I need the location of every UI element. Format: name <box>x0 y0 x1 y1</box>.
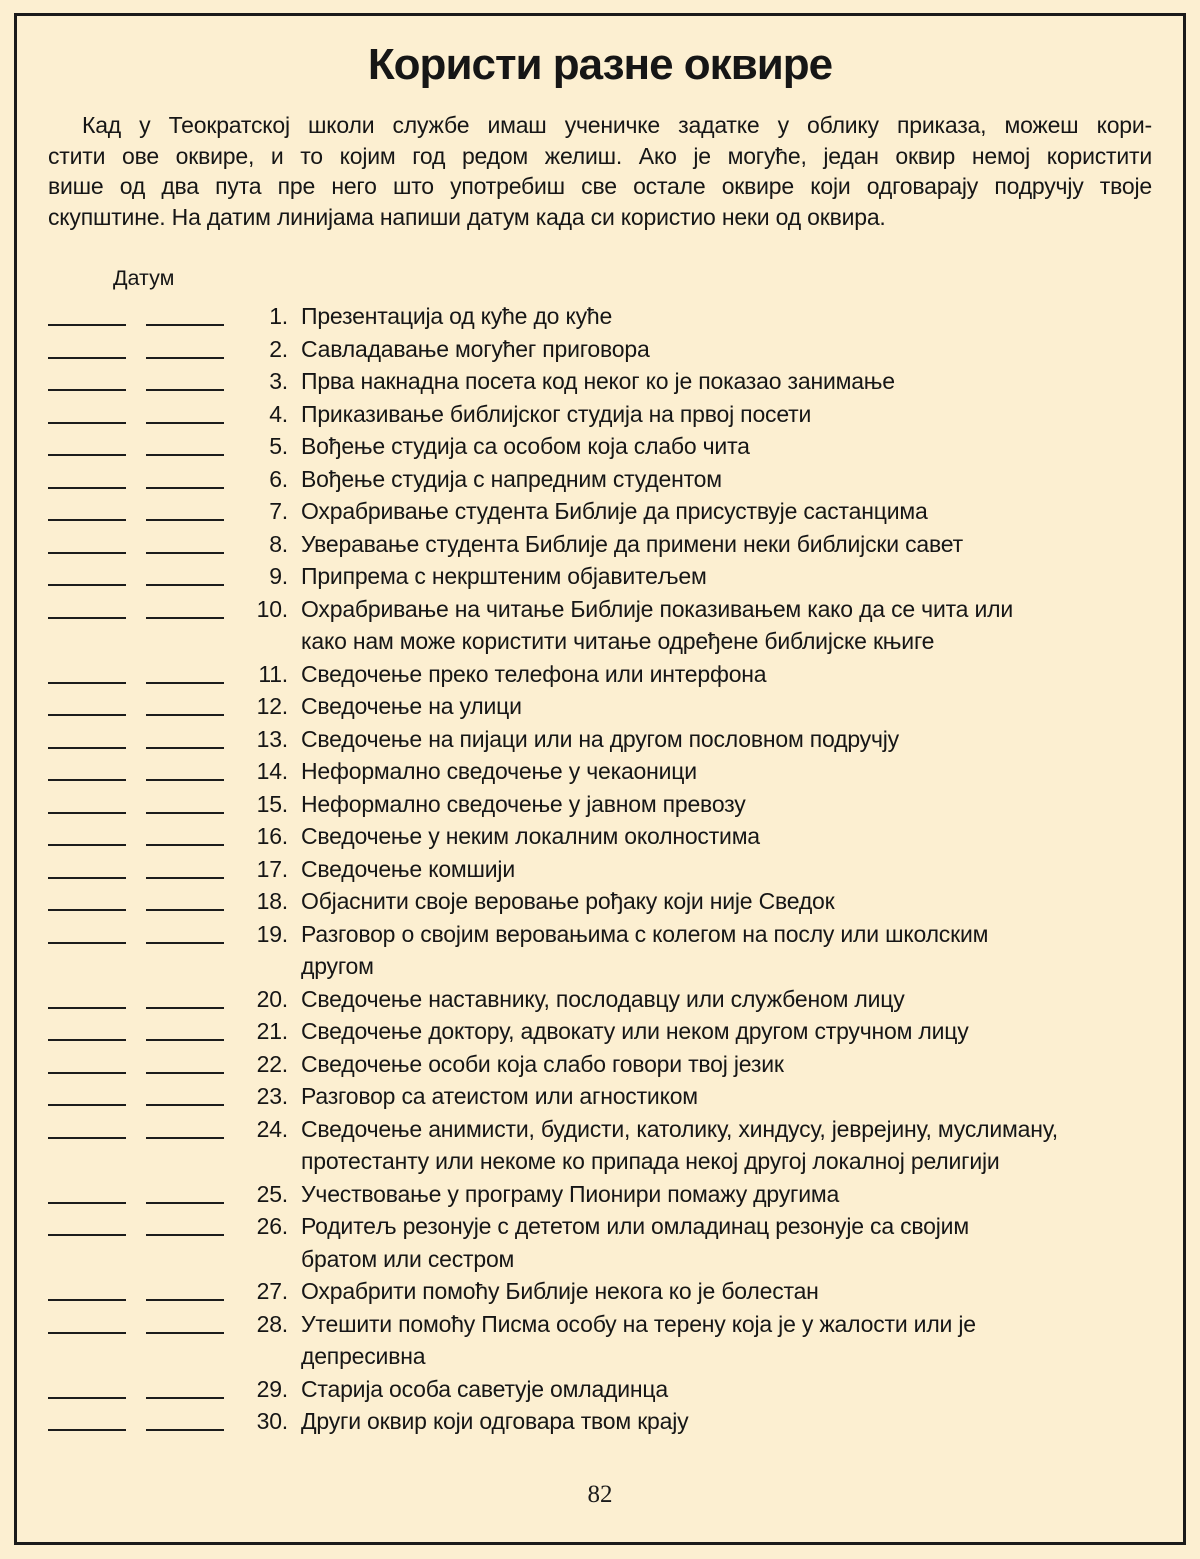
list-item <box>48 1405 1152 1438</box>
date-line-first[interactable] <box>48 365 126 391</box>
item-text <box>301 593 1152 658</box>
item-number: 17. <box>256 855 288 882</box>
item-text <box>301 788 1152 821</box>
list-item <box>48 983 1152 1016</box>
item-text-line: Утешити помоћу Писма особу на терену која је у жалости или је <box>301 1310 976 1337</box>
item-text-line: Неформално сведочење у јавном превозу <box>301 790 746 817</box>
date-line-second[interactable] <box>146 1048 224 1074</box>
item-number: 30. <box>256 1408 288 1434</box>
item-text-line: Сведочење анимисти, будисти, католику, хиндусу, јеврејину, муслиману, <box>301 1115 1058 1142</box>
date-line-first[interactable] <box>48 560 126 586</box>
list-item <box>48 853 1152 886</box>
date-line-first[interactable] <box>48 1308 126 1334</box>
item-text <box>301 658 1152 691</box>
item-number: 29. <box>256 1375 288 1402</box>
item-text-line: Учествовање у програму Пионири помажу другима <box>301 1180 840 1207</box>
date-line-first[interactable] <box>48 1178 126 1204</box>
item-text <box>301 755 1152 788</box>
page-title: Користи разне оквире <box>367 40 833 89</box>
list-item <box>48 528 1152 561</box>
date-line-first[interactable] <box>48 723 126 749</box>
list-item <box>48 885 1152 918</box>
item-text-line: Приказивање библијског студија на првој посети <box>301 400 812 427</box>
item-number: 16. <box>256 823 288 849</box>
date-line-second[interactable] <box>146 755 224 781</box>
item-number: 4. <box>269 400 288 427</box>
list-item <box>48 918 1152 983</box>
task-list <box>48 300 1152 1438</box>
date-line-first[interactable] <box>48 1405 126 1431</box>
item-text-line: Разговор о својим веровањима с колегом на послу или школским <box>301 920 989 947</box>
item-text-line: Старија особа саветује омладинца <box>301 1375 668 1402</box>
list-item <box>48 1048 1152 1081</box>
item-number: 9. <box>269 563 288 589</box>
item-text <box>301 560 1152 593</box>
item-text-line: депресивна <box>301 1343 426 1369</box>
date-line-first[interactable] <box>48 1048 126 1074</box>
list-item <box>48 1210 1152 1275</box>
item-text-line: братом или сестром <box>301 1245 515 1272</box>
list-item <box>48 1178 1152 1211</box>
date-line-second[interactable] <box>146 300 224 326</box>
date-line-first[interactable] <box>48 885 126 911</box>
item-text-line: Припрема с некрштеним објавитељем <box>301 563 707 589</box>
date-line-second[interactable] <box>146 1113 224 1139</box>
item-text-line: Објаснити своје веровање рођаку који није Сведок <box>301 888 835 914</box>
item-text <box>301 300 1152 333</box>
item-number: 25. <box>256 1180 288 1207</box>
date-line-first[interactable] <box>48 528 126 554</box>
item-number: 24. <box>256 1115 288 1142</box>
list-item <box>48 398 1152 431</box>
date-line-first[interactable] <box>48 658 126 684</box>
item-text-line: Разговор са атеистом или агностиком <box>301 1083 698 1109</box>
item-text-line: Вођење студија са особом која слабо чита <box>301 433 750 459</box>
date-line-second[interactable] <box>146 918 224 944</box>
item-text <box>301 1210 1152 1275</box>
intro-line: Кад у Теократској школи службе имаш ученичке задатке у облику приказа, можеш кори- <box>82 112 1152 138</box>
date-line-first[interactable] <box>48 690 126 716</box>
item-text <box>301 820 1152 853</box>
list-item <box>48 365 1152 398</box>
item-text-line: Презентација од куће до куће <box>301 303 613 329</box>
list-item <box>48 723 1152 756</box>
item-text <box>301 398 1152 431</box>
item-text <box>301 1015 1152 1048</box>
item-number: 21. <box>256 1018 288 1044</box>
intro-line: више од два пута пре него што употребиш све остале оквире који одговарају подручју твоје <box>48 173 1152 199</box>
date-line-first[interactable] <box>48 593 126 619</box>
item-text-line: Вођење студија с напредним студентом <box>301 465 722 492</box>
item-number: 20. <box>256 985 288 1012</box>
date-column-label: Датум <box>113 266 175 290</box>
item-text-line: Савладавање могућег приговора <box>301 335 650 362</box>
item-text <box>301 1275 1152 1308</box>
date-line-second[interactable] <box>146 495 224 521</box>
item-number: 11. <box>258 660 288 687</box>
date-line-second[interactable] <box>146 723 224 749</box>
item-number: 10. <box>256 595 288 622</box>
date-line-second[interactable] <box>146 1275 224 1301</box>
date-line-second[interactable] <box>146 463 224 489</box>
date-line-second[interactable] <box>146 983 224 1009</box>
date-line-second[interactable] <box>146 430 224 456</box>
item-text <box>301 885 1152 918</box>
item-text-line: Охрабрити помоћу Библије некога ко је болестан <box>301 1278 819 1304</box>
item-text <box>301 1048 1152 1081</box>
item-number: 6. <box>269 465 288 492</box>
item-text-line: Неформално сведочење у чекаоници <box>301 758 697 784</box>
item-number: 12. <box>256 693 288 719</box>
date-line-second[interactable] <box>146 365 224 391</box>
date-line-first[interactable] <box>48 1080 126 1106</box>
intro-paragraph <box>48 110 1152 232</box>
list-item <box>48 430 1152 463</box>
date-line-second[interactable] <box>146 658 224 684</box>
item-text-line: Сведочење у неким локалним околностима <box>301 823 760 849</box>
item-text <box>301 723 1152 756</box>
item-text <box>301 528 1152 561</box>
item-number: 2. <box>269 335 288 362</box>
date-line-first[interactable] <box>48 430 126 456</box>
date-line-second[interactable] <box>146 1373 224 1399</box>
date-line-first[interactable] <box>48 1210 126 1236</box>
item-text <box>301 1405 1152 1438</box>
list-item <box>48 1080 1152 1113</box>
date-line-second[interactable] <box>146 1178 224 1204</box>
list-item <box>48 593 1152 658</box>
date-line-second[interactable] <box>146 690 224 716</box>
date-line-second[interactable] <box>146 788 224 814</box>
date-line-first[interactable] <box>48 853 126 879</box>
item-text-line: како нам може користити читање одређене библијске књиге <box>301 628 935 654</box>
list-item <box>48 463 1152 496</box>
date-line-second[interactable] <box>146 1405 224 1431</box>
list-item <box>48 755 1152 788</box>
item-text-line: Сведочење комшији <box>301 855 515 882</box>
item-text <box>301 430 1152 463</box>
item-number: 8. <box>269 530 288 557</box>
date-line-second[interactable] <box>146 1015 224 1041</box>
item-number: 15. <box>256 790 288 817</box>
page-number: 82 <box>587 1481 613 1508</box>
date-line-first[interactable] <box>48 1113 126 1139</box>
item-text <box>301 333 1152 366</box>
date-line-first[interactable] <box>48 398 126 424</box>
item-text-line: Сведочење преко телефона или интерфона <box>301 660 767 687</box>
item-text-line: Родитељ резонује с дететом или омладинац резонује са својим <box>301 1213 969 1239</box>
date-line-first[interactable] <box>48 300 126 326</box>
list-item <box>48 658 1152 691</box>
item-number: 1. <box>269 303 288 329</box>
item-text-line: Други оквир који одговара твом крају <box>301 1408 689 1434</box>
list-item <box>48 690 1152 723</box>
item-text <box>301 853 1152 886</box>
item-text <box>301 983 1152 1016</box>
item-text-line: Сведочење особи која слабо говори твој језик <box>301 1050 784 1077</box>
item-text <box>301 1113 1152 1178</box>
date-line-second[interactable] <box>146 1210 224 1236</box>
list-item <box>48 300 1152 333</box>
item-text-line: другом <box>301 953 374 979</box>
date-line-first[interactable] <box>48 820 126 846</box>
list-item <box>48 1113 1152 1178</box>
item-number: 19. <box>256 920 288 947</box>
list-item <box>48 1015 1152 1048</box>
date-line-second[interactable] <box>146 885 224 911</box>
item-number: 26. <box>256 1213 288 1239</box>
item-text <box>301 918 1152 983</box>
date-line-second[interactable] <box>146 528 224 554</box>
item-text-line: Сведочење на пијаци или на другом пословном подручју <box>301 725 899 752</box>
item-number: 23. <box>256 1083 288 1109</box>
item-number: 14. <box>256 758 288 784</box>
item-text <box>301 1308 1152 1373</box>
list-item <box>48 820 1152 853</box>
date-line-second[interactable] <box>146 1308 224 1334</box>
item-text <box>301 690 1152 723</box>
date-line-first[interactable] <box>48 1373 126 1399</box>
date-line-first[interactable] <box>48 1275 126 1301</box>
list-item <box>48 1308 1152 1373</box>
date-line-first[interactable] <box>48 495 126 521</box>
item-text-line: протестанту или некоме ко припада некој другој локалној религији <box>301 1148 1000 1174</box>
date-line-second[interactable] <box>146 1080 224 1106</box>
item-text <box>301 495 1152 528</box>
item-text-line: Охрабривање на читање Библије показивањем како да се чита или <box>301 595 1013 622</box>
date-line-first[interactable] <box>48 755 126 781</box>
item-text <box>301 1178 1152 1211</box>
date-line-second[interactable] <box>146 560 224 586</box>
item-number: 28. <box>256 1310 288 1337</box>
date-line-first[interactable] <box>48 333 126 359</box>
item-text-line: Сведочење наставнику, послодавцу или службеном лицу <box>301 985 905 1012</box>
date-line-second[interactable] <box>146 333 224 359</box>
intro-line: скупштине. На датим линијама напиши датум када си користио неки од оквира. <box>48 203 886 230</box>
list-item <box>48 1373 1152 1406</box>
item-number: 7. <box>269 498 288 524</box>
date-line-second[interactable] <box>146 820 224 846</box>
date-line-first[interactable] <box>48 1015 126 1041</box>
date-line-first[interactable] <box>48 788 126 814</box>
list-item <box>48 788 1152 821</box>
item-number: 3. <box>269 368 288 394</box>
date-line-first[interactable] <box>48 918 126 944</box>
item-text-line: Уверавање студента Библије да примени неки библијски савет <box>301 530 963 557</box>
item-text-line: Охрабривање студента Библије да присуствује састанцима <box>301 498 928 524</box>
item-text <box>301 1373 1152 1406</box>
date-line-first[interactable] <box>48 983 126 1009</box>
date-line-second[interactable] <box>146 853 224 879</box>
list-item <box>48 495 1152 528</box>
date-line-first[interactable] <box>48 463 126 489</box>
item-text-line: Сведочење на улици <box>301 693 522 719</box>
item-number: 13. <box>256 725 288 752</box>
item-text-line: Прва накнадна посета код неког ко је показао занимање <box>301 368 895 394</box>
item-text <box>301 463 1152 496</box>
item-text <box>301 1080 1152 1113</box>
item-number: 18. <box>256 888 288 914</box>
item-number: 5. <box>269 433 288 459</box>
item-text-line: Сведочење доктору, адвокату или неком другом стручном лицу <box>301 1018 969 1044</box>
date-line-second[interactable] <box>146 398 224 424</box>
intro-line: стити ове оквире, и то којим год редом желиш. Ако је могуће, један оквир немој користити <box>48 142 1152 169</box>
item-number: 22. <box>256 1050 288 1077</box>
list-item <box>48 560 1152 593</box>
list-item <box>48 333 1152 366</box>
item-text <box>301 365 1152 398</box>
list-item <box>48 1275 1152 1308</box>
date-line-second[interactable] <box>146 593 224 619</box>
page-content <box>48 40 1152 1438</box>
item-number: 27. <box>256 1278 288 1304</box>
